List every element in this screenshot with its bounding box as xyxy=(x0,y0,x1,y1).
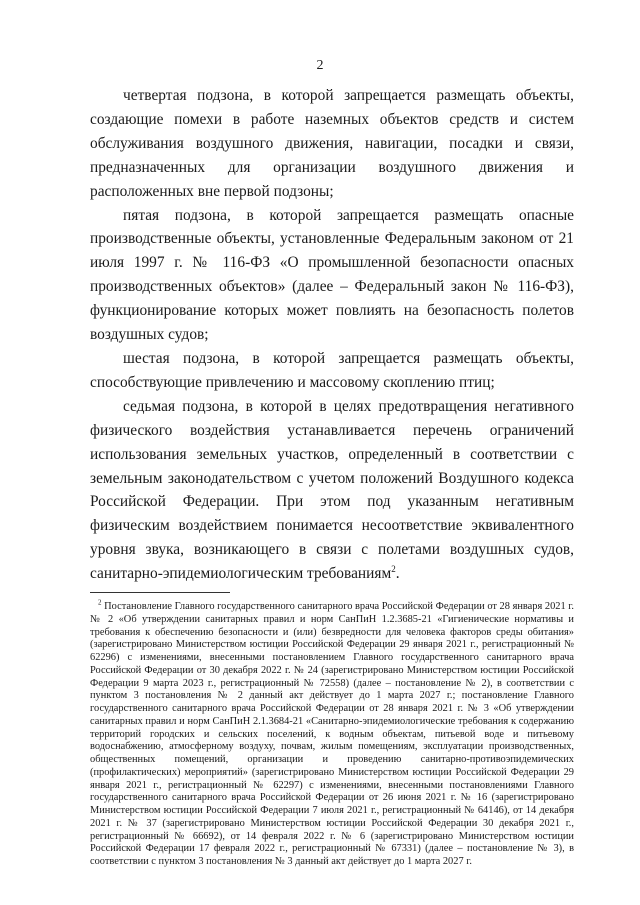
paragraph-subzone-7-text: седьмая подзона, в которой в целях предотвращения негативного физического воздействия устанавливается перечень ограничений использования земельных участков, определенный в соответствии с земельным законодательством с учетом положений Воздушного кодекса Российской Федерации. При этом под указанным негативным физическим воздействием понимается несоответствие эквивалентного уровня звука, возникающего в связи с полетами воздушных судов, санитарно-эпидемиологическим требованиям xyxy=(90,397,574,583)
paragraph-subzone-5: пятая подзона, в которой запрещается размещать опасные производственные объекты, установленные Федеральным законом от 21 июля 1997 г. № 116-ФЗ «О промышленной безопасности опасных производственных объектов» (далее – Федеральный закон № 116-ФЗ), функционирование которых может повлиять на безопасность полетов воздушных судов; xyxy=(90,206,574,344)
paragraph-subzone-7 xyxy=(90,395,574,586)
footnote xyxy=(90,598,574,869)
footnote-text: Постановление Главного государственного санитарного врача Российской Федерации от 28 января 2021 г. № 2 «Об утверждении санитарных правил и норм СанПиН 1.2.3685-21 «Гигиенические нормативы и требования к обеспечению безопасности и (или) безвредности для человека факторов среды обитания» (зарегистрировано Министерством юстиции Российской Федерации 29 января 2021 г., регистрационный № 62296) с изменениями, внесенными постановлением Главного государственного санитарного врача Российской Федерации от 30 декабря 2022 г. № 24 (зарегистрировано Министерством юстиции Российской Федерации 9 марта 2023 г., регистрационный № 72558) (далее – постановление № 2), в соответствии с пунктом 3 постановления № 2 данный акт действует до 1 марта 2027 г.; постановление Главного государственного санитарного врача Российской Федерации от 28 января 2021 г. № 3 «Об утверждении санитарных правил и норм СанПиН 2.1.3684-21 «Санитарно-эпидемиологические требования к содержанию территорий городских и сельских поселений, к водным объектам, питьевой воде и питьевому водоснабжению, атмосферному воздуху, почвам, жилым помещениям, эксплуатации производственных, общественных помещений, организации и проведению санитарно-противоэпидемических (профилактических) мероприятий» (зарегистрировано Министерством юстиции Российской Федерации 29 января 2021 г., регистрационный № 62297) с изменениями, внесенными постановлениями Главного государственного санитарного врача Российской Федерации от 26 июня 2021 г. № 16 (зарегистрировано Министерством юстиции Российской Федерации 7 июля 2021 г., регистрационный № 64146), от 14 декабря 2021 г. № 37 (зарегистрировано Министерством юстиции Российской Федерации 30 декабря 2021 г., регистрационный № 66692), от 14 февраля 2022 г. № 6 (зарегистрировано Министерством юстиции Российской Федерации 17 февраля 2022 г., регистрационный № 67331) (далее – постановление № 3), в соответствии с пунктом 3 постановления № 3 данный акт действует до 1 марта 2027 г. xyxy=(90,601,574,867)
paragraph-subzone-4: четвертая подзона, в которой запрещается размещать объекты, создающие помехи в работе наземных объектов средств и систем обслуживания воздушного движения, навигации, посадки и связи, предназначенных для организации воздушного движения и расположенных вне первой подзоны; xyxy=(90,87,574,200)
paragraph-subzone-7-end: . xyxy=(395,565,400,583)
paragraph-subzone-6: шестая подзона, в которой запрещается размещать объекты, способствующие привлечению и массовому скоплению птиц; xyxy=(90,349,574,391)
footnote-separator xyxy=(90,592,230,593)
footnote-reference: 2 xyxy=(391,564,396,574)
footnote-marker: 2 xyxy=(98,598,102,607)
document-body xyxy=(90,84,574,586)
page-number: 2 xyxy=(316,58,324,73)
